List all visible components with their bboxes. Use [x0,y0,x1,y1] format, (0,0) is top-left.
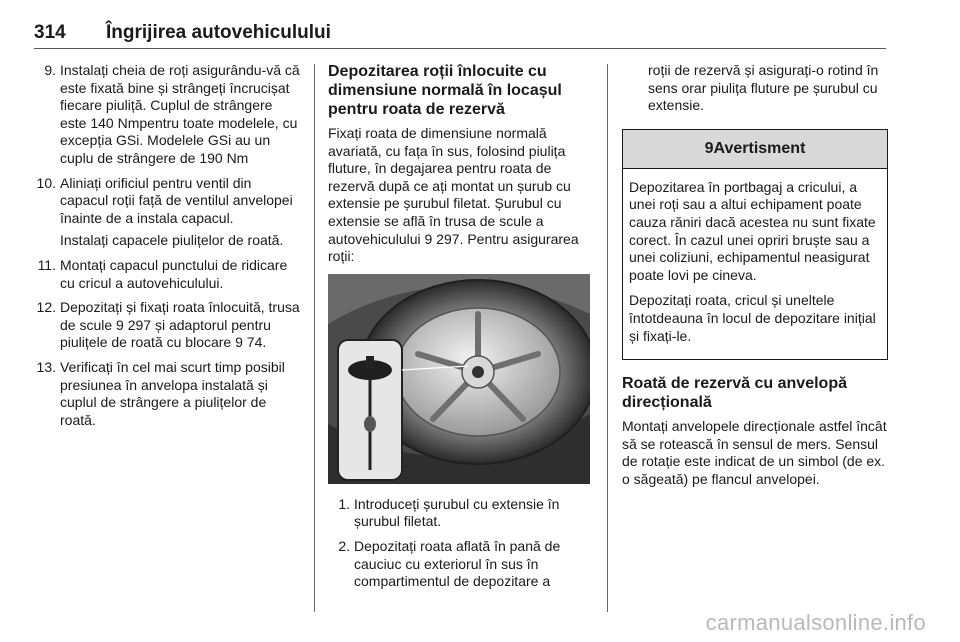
warning-box [622,129,888,360]
step-text: Instalați capacele piulițelor de roată. [60,232,284,249]
warning-title: 9Avertisment [623,130,887,169]
step-number: 11. [37,256,56,273]
continued-step-text: roții de rezervă și asigurați-o rotind în sens orar piulița fluture pe șurubul cu extensie. [648,62,879,114]
warning-paragraph: Depozitarea în portbagaj a cricului, a unei roți sau a altui echipament poate cauza răniri dacă acestea nu sunt fixate corect. În cazul unei opriri bruște sau a unei coliziuni, echipamentul neasigurat poate lovi pe cineva. [629,178,876,283]
step-text: Montați capacul punctului de ridicare cu cricul a autovehiculului. [60,256,288,291]
watermark: carmanualsonline.info [705,610,926,635]
step-text: Introduceți șurubul cu extensie în șurubul filetat. [354,495,560,530]
step-text: Depozitați și fixați roata înlocuită, trusa de scule 9 297 și adaptorul pentru piulițele de roată cu blocare 9 74. [60,299,300,351]
list-item [328,538,592,591]
page-number: 314 [34,22,66,43]
page-header [34,22,886,46]
step-number: 13. [36,358,56,375]
step-number: 9. [44,62,56,78]
section-heading: Roată de rezervă cu anvelopă direcțională [622,375,847,412]
column-1 [34,62,302,436]
spare-wheel-drawing [328,274,590,484]
section-paragraph: Fixați roata de dimensiune normală avariată, cu fața în sus, folosind piulița fluture, în degajarea pentru roata de rezervă după ce ați montat un șurub cu extensie pe șurubul filetat. Șurubul cu extensie se află în trusa de scule a autovehiculului 9 297. Pentru asigurarea roții: [328,125,579,265]
step-text: Instalați cheia de roți asigurându-vă că este fixată bine și strângeți încrucișat fiecare piuliță. Cuplul de strângere este 140 Nmpentru toate modelele, cu excepția GSi. Modelele GSi au un cuplu de strângere de 190 Nm [60,62,300,166]
page-title: Îngrijirea autovehiculului [106,22,331,43]
list-item [34,257,302,292]
section-paragraph: Montați anvelopele direcționale astfel încât să se rotească în sensul de mers. Sensul de rotație este indicat de un simbol (de ex. o săgeată) pe flancul anvelopei. [622,418,887,487]
step-number: 1. [338,495,350,512]
spare-wheel-illustration [328,274,590,484]
section-heading: Depozitarea roții înlocuite cu dimensiune normală în locașul pentru roata de rezervă [328,63,562,118]
list-item [328,496,592,531]
list-item [34,62,302,168]
list-item [34,359,302,429]
column-3 [622,62,888,497]
step-text: Verificați în cel mai scurt timp posibil presiunea în anvelopa instalată și cuplul de strângere a piulițelor de roată. [60,358,285,428]
header-rule [34,48,886,49]
step-text: Aliniați orificiul pentru ventil din capacul roții față de ventilul anvelopei înainte de a instala capacul. [60,174,293,226]
list-item [34,299,302,352]
column-2 [328,62,592,598]
step-number: 12. [36,299,56,316]
column-divider [607,64,608,612]
step-number: 10. [36,174,56,191]
column-divider [314,64,315,612]
step-text: Depozitați roata aflată în pană de cauciuc cu exteriorul în sus în compartimentul de depozitare a [354,537,561,590]
warning-paragraph: Depozitați roata, cricul și uneltele întotdeauna în locul de depozitare inițial și fixați-le. [629,292,876,344]
list-item [34,175,302,250]
step-number: 2. [338,537,350,554]
